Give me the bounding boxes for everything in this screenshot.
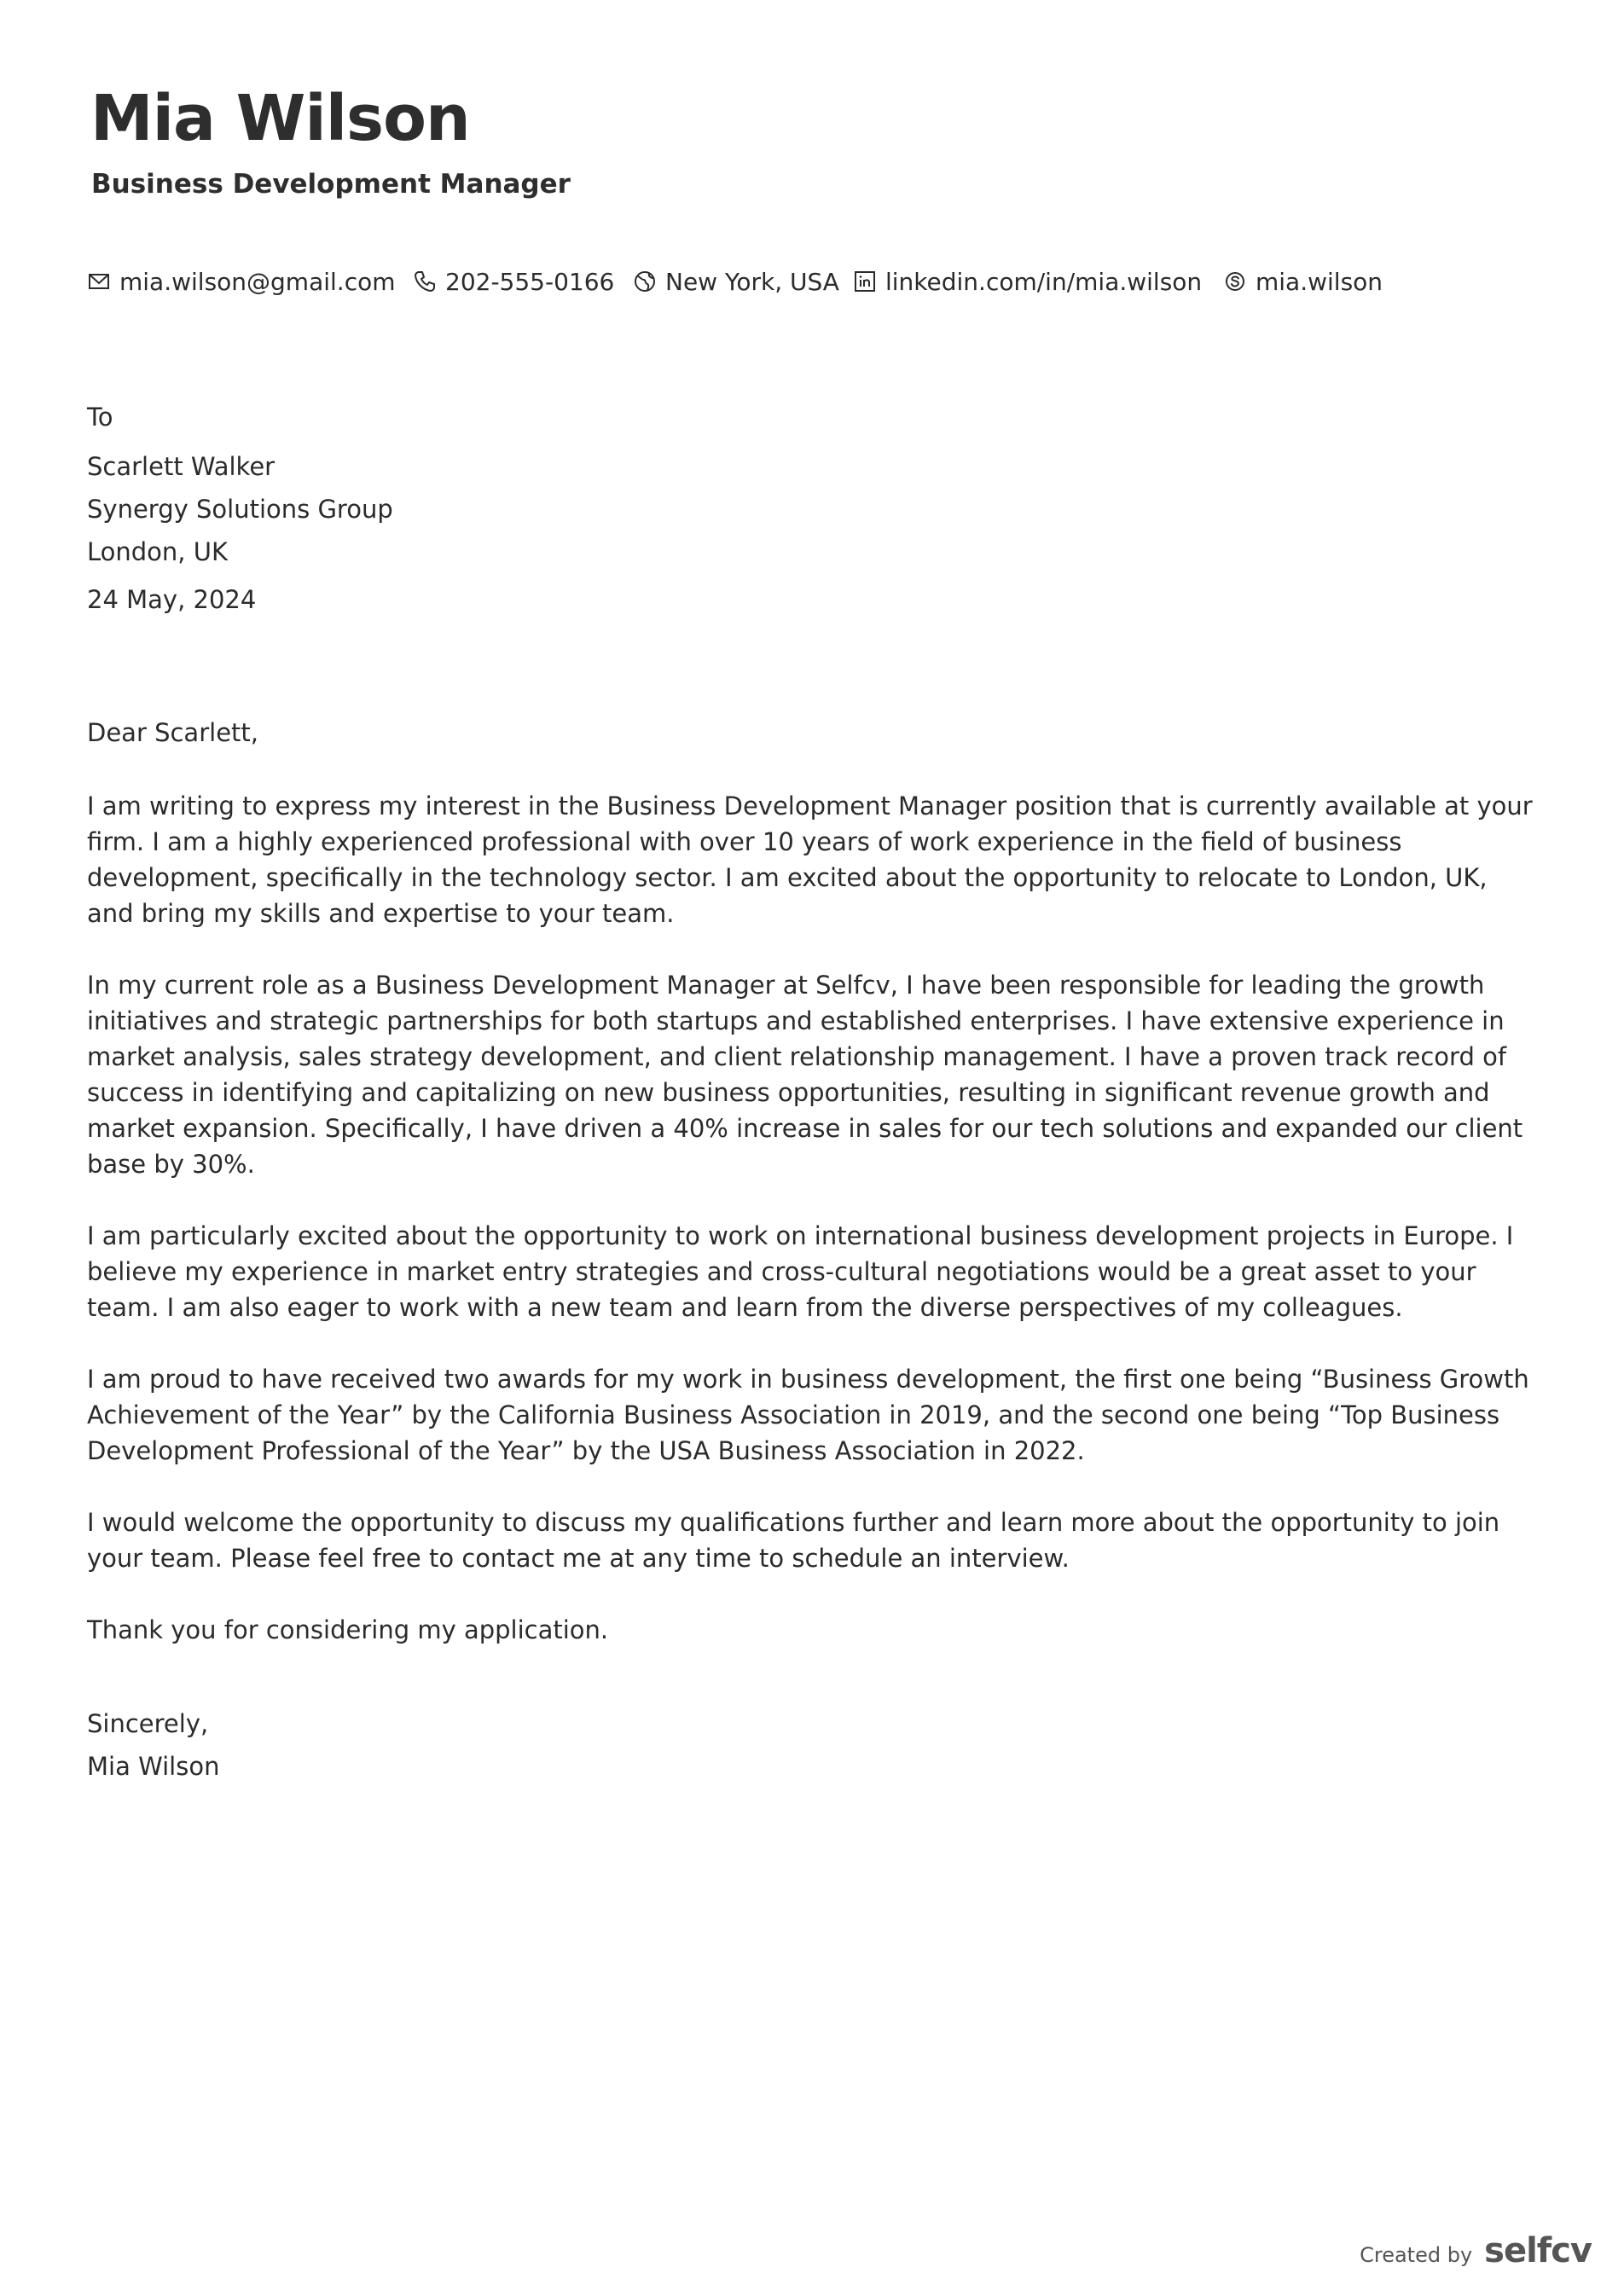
footer-credit[interactable] <box>1360 2231 1592 2270</box>
recipient-name: Scarlett Walker <box>87 452 276 481</box>
contact-skype[interactable] <box>1223 266 1383 297</box>
created-by-label: Created by <box>1360 2243 1473 2267</box>
contact-location <box>633 266 839 297</box>
contact-location-text: New York, USA <box>665 267 839 296</box>
closing: Sincerely, <box>87 1709 209 1738</box>
body-paragraph: I am particularly excited about the opportunity to work on international business development projects in Europe. I believe my experience in market entry strategies and cross-cultural negotiations would be a great asset to your team. I am also eager to work with a new team and learn from the diverse perspectives of my colleagues. <box>87 1221 1514 1322</box>
letter-date: 24 May, 2024 <box>87 585 257 614</box>
brand-logo: selfcv <box>1484 2231 1592 2270</box>
applicant-job-title: Business Development Manager <box>91 169 571 200</box>
recipient-location: London, UK <box>87 537 228 566</box>
globe-icon <box>633 270 657 293</box>
salutation: Dear Scarlett, <box>87 718 258 747</box>
mail-icon <box>87 270 111 293</box>
recipient-to-label: To <box>87 403 113 432</box>
body-paragraph: I would welcome the opportunity to discuss my qualifications further and learn more about the opportunity to join your team. Please feel free to contact me at any time to schedule an interview. <box>87 1508 1500 1573</box>
body-paragraph: I am proud to have received two awards for my work in business development, the first one being “Business Growth Achievement of the Year” by the California Business Association in 2019, and the second one being “Top Business Development Professional of the Year” by the USA Business Association in 2022. <box>87 1365 1529 1465</box>
contact-skype-text: mia.wilson <box>1256 267 1383 296</box>
contact-email[interactable] <box>87 266 396 297</box>
applicant-name: Mia Wilson <box>90 82 470 155</box>
thanks-line: Thank you for considering my application. <box>87 1615 609 1644</box>
contact-bar <box>87 266 1537 297</box>
contact-email-text: mia.wilson@gmail.com <box>119 267 396 296</box>
contact-linkedin[interactable] <box>853 266 1202 297</box>
body-paragraph: In my current role as a Business Development Manager at Selfcv, I have been responsible for leading the growth initiatives and strategic partnerships for both startups and established enterprises. I have extensive experience in market analysis, sales strategy development, and client relationship management. I have a proven track record of success in identifying and capitalizing on new business opportunities, resulting in significant revenue growth and market expansion. Specifically, I have driven a 40% increase in sales for our tech solutions and expanded our client base by 30%. <box>87 971 1523 1179</box>
recipient-company: Synergy Solutions Group <box>87 495 393 524</box>
contact-phone[interactable] <box>413 266 614 297</box>
signature: Mia Wilson <box>87 1752 220 1781</box>
phone-icon <box>413 270 437 293</box>
contact-linkedin-text: linkedin.com/in/mia.wilson <box>885 267 1203 296</box>
contact-phone-text: 202-555-0166 <box>445 267 615 296</box>
linkedin-icon <box>853 270 877 293</box>
body-paragraph: I am writing to express my interest in the Business Development Manager position that is currently available at your firm. I am a highly experienced professional with over 10 years of work experience in the field of business development, specifically in the technology sector. I am excited about the opportunity to relocate to London, UK, and bring my skills and expertise to your team. <box>87 791 1533 928</box>
letter-body <box>87 715 1537 1788</box>
skype-icon <box>1223 270 1247 293</box>
